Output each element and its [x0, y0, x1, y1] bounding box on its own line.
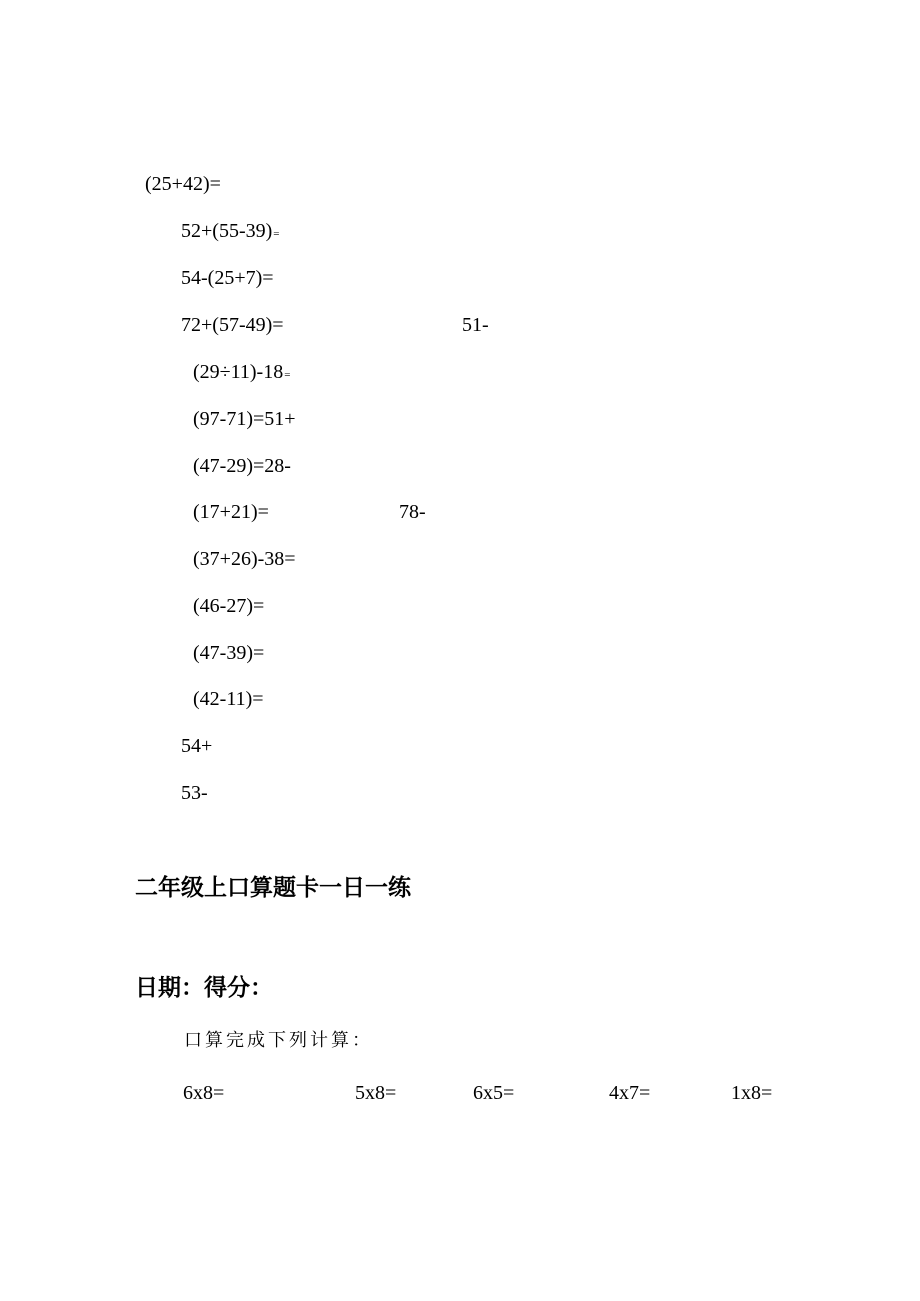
expression: 54+	[181, 735, 213, 757]
expression-text: 52+(55-39)	[181, 220, 273, 242]
expression-text: (29÷11)-18	[193, 361, 284, 383]
expression: 51-	[462, 314, 489, 336]
expression: (97-71)=51+	[193, 408, 296, 430]
expression-mark: =	[273, 228, 280, 240]
multiplication-problem: 1x8=	[731, 1082, 773, 1104]
multiplication-problem: 4x7=	[609, 1082, 651, 1104]
expression: (47-29)=28-	[193, 455, 291, 477]
card-title: 二年级上口算题卡一日一练	[135, 875, 411, 901]
expression: 53-	[181, 782, 208, 804]
date-score-label: 日期：得分：	[135, 975, 273, 1001]
expression: (37+26)-38=	[193, 548, 296, 570]
instruction-text: 口算完成下列计算：	[184, 1030, 373, 1051]
expression: 72+(57-49)=	[181, 314, 284, 336]
expression	[181, 219, 279, 246]
multiplication-problem: 6x5=	[473, 1082, 515, 1104]
expression: (17+21)=	[193, 501, 269, 523]
expression: (25+42)=	[145, 173, 221, 195]
expression-mark: =	[284, 369, 291, 381]
expression: (47-39)=	[193, 642, 265, 664]
expression: 54-(25+7)=	[181, 267, 274, 289]
expression	[193, 360, 290, 387]
expression: (42-11)=	[193, 688, 264, 710]
multiplication-problem: 6x8=	[183, 1082, 225, 1104]
expression: 78-	[399, 501, 426, 523]
expression: (46-27)=	[193, 595, 265, 617]
multiplication-problem: 5x8=	[355, 1082, 397, 1104]
